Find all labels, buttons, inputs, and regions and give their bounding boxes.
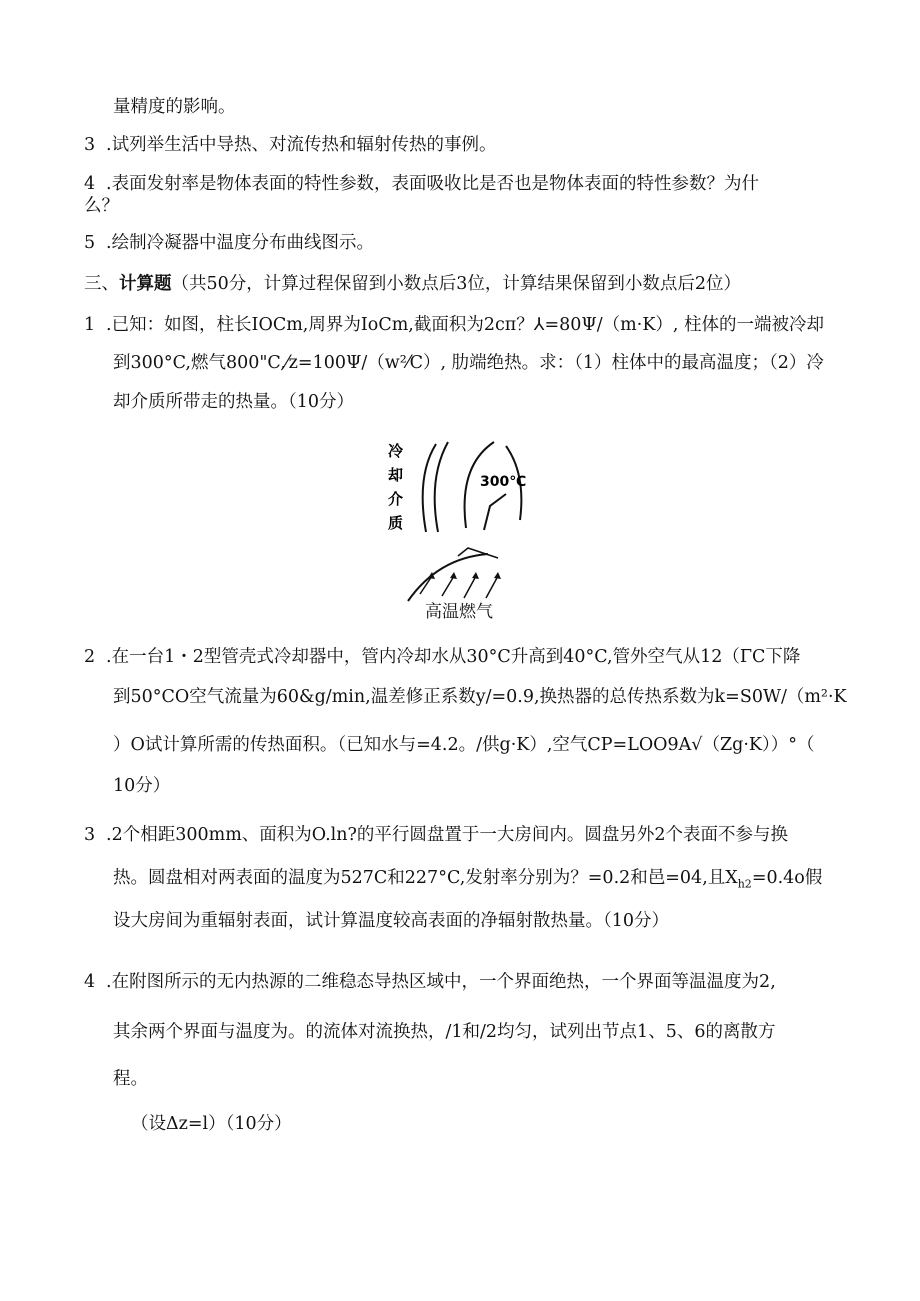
- p2-line2: 到50°CO空气流量为60&g/min,温差修正系数y/=0.9,换热器的总传热系数为k=S0W/（m²·K: [113, 687, 847, 707]
- p4-line4: （设Δz=l）（10分）: [131, 1114, 292, 1134]
- p4-line3: 程。: [113, 1069, 148, 1089]
- fig-wall-curve-1: [423, 444, 436, 532]
- q3-text: .试列举生活中导热、对流传热和辐射传热的事例。: [106, 135, 497, 155]
- fig-arrowhead-2: [450, 572, 457, 579]
- q3-number: 3: [84, 135, 96, 155]
- p1-line1: .已知：如图，柱长IOCm,周界为IoCm,截面积为2cπ？⅄=80Ψ/（m·K）, 柱体的一端被冷却: [106, 315, 825, 335]
- fig-label-char-2: 却: [388, 466, 404, 484]
- p1-number: 1: [84, 315, 96, 335]
- fig-arrow-4: [486, 576, 498, 598]
- q5-text: .绘制冷凝器中温度分布曲线图示。: [106, 233, 375, 253]
- q4-text-line1: .表面发射率是物体表面的特性参数，表面吸收比是否也是物体表面的特性参数？为什: [106, 174, 760, 194]
- p2-line4: 10分）: [113, 776, 171, 796]
- fig-arrow-2: [442, 576, 454, 596]
- section3-heading-note: （共50分，计算过程保留到小数点后3位，计算结果保留到小数点后2位）: [171, 274, 742, 294]
- section3-heading-title: 计算题: [119, 274, 172, 294]
- p4-number: 4: [84, 972, 96, 992]
- fig-arrowhead-4: [494, 572, 501, 579]
- q4-number: 4: [84, 174, 96, 194]
- p1-line2: 到300°C,燃气800"C,⁄z=100Ψ/（w²⁄C）, 肋端绝热。求：（1）柱体中的最高温度；（2）冷: [113, 353, 824, 373]
- fig-label-char-1: 冷: [388, 442, 404, 460]
- p2-line3: ）O试计算所需的传热面积。（已知水与=4.2。/供g·K）,空气CP=LOO9A√（Zg·K））°（: [113, 735, 815, 755]
- p3-line2-subscript: h2: [737, 877, 752, 891]
- fig-label-char-4: 质: [388, 514, 404, 532]
- p3-line2: [113, 866, 822, 897]
- p4-line2: 其余两个界面与温度为。的流体对流换热，/1和/2均匀，试列出节点1、5、6的离散方: [113, 1022, 776, 1042]
- p2-line1: .在一台1・2型管壳式冷却器中，管内冷却水从30°C升高到40°C,管外空气从12（ΓC下降: [106, 647, 801, 667]
- p1-figure-caption: 高温燃气: [425, 602, 493, 622]
- p3-number: 3: [84, 825, 96, 845]
- q2-continuation: 量精度的影响。: [113, 97, 236, 117]
- fig-wall-curve-2: [435, 442, 448, 532]
- p3-line2-text: 热。圆盘相对两表面的温度为527C和227°C,发射率分别为？=0.2和邑=04,且X: [113, 868, 738, 888]
- fig-temp-label: 300℃: [480, 474, 527, 490]
- fig-fin: [484, 494, 506, 530]
- q4-text-line2: 么？: [84, 196, 119, 216]
- p3-line3: 设大房间为重辐射表面，试计算温度较高表面的净辐射散热量。（10分）: [113, 911, 670, 931]
- p3-line1: .2个相距300mm、面积为O.ln?的平行圆盘置于一大房间内。圆盘另外2个表面不参与换: [106, 825, 789, 845]
- p3-line2-end: =0.4o假: [751, 868, 823, 888]
- section3-heading: [84, 272, 741, 296]
- p1-figure-drawing: [388, 436, 538, 626]
- p2-number: 2: [84, 647, 96, 667]
- p4-line1: .在附图所示的无内热源的二维稳态导热区域中，一个界面绝热，一个界面等温温度为2,: [106, 972, 776, 992]
- fig-lower-arc-2: [458, 548, 498, 558]
- fig-arrow-3: [464, 576, 476, 598]
- p1-line3: 却介质所带走的热量。（10分）: [113, 392, 355, 412]
- section3-heading-prefix: 三、: [84, 274, 119, 294]
- fig-label-char-3: 介: [388, 490, 404, 508]
- fig-arrowhead-3: [472, 572, 479, 579]
- p1-figure: [388, 436, 538, 626]
- q5-number: 5: [84, 233, 96, 253]
